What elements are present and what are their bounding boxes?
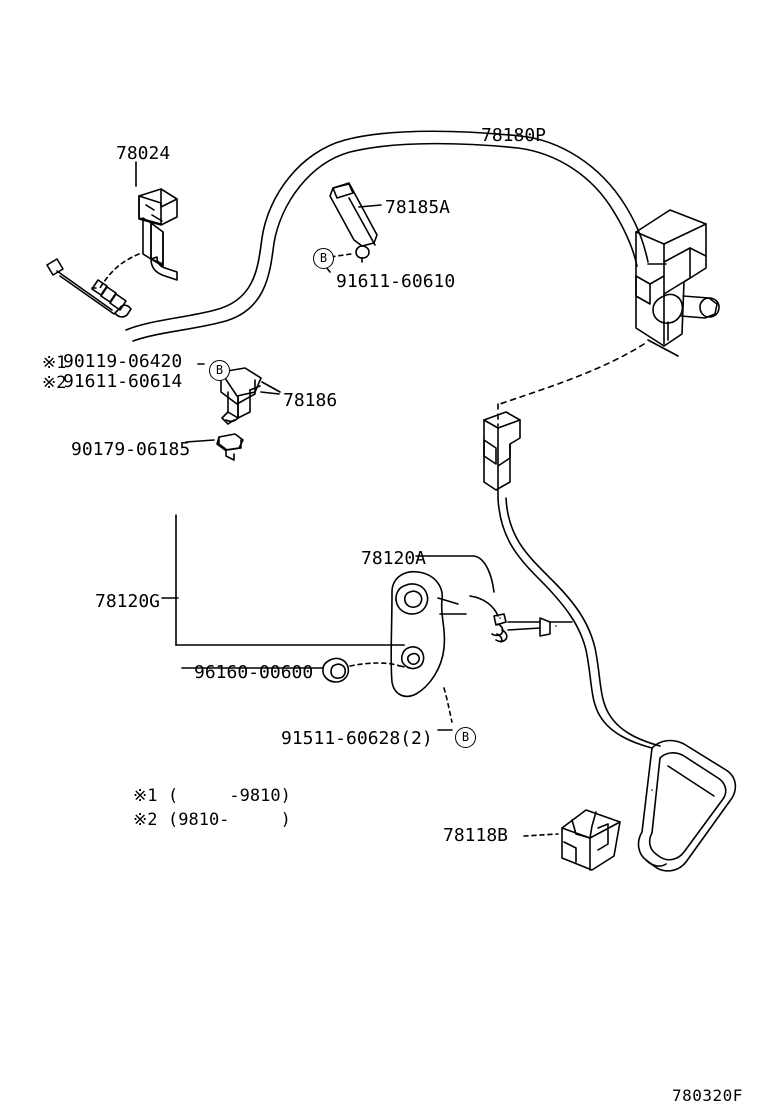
part-label-91511-60628: 91511-60628(2) <box>281 728 433 749</box>
bolt-marker-b-2: B <box>209 360 230 381</box>
part-label-78120G: 78120G <box>95 591 161 612</box>
marker-2: ※2 <box>42 373 67 393</box>
part-label-91611-60610: 91611-60610 <box>336 271 456 292</box>
part-label-90119-06420: 90119-06420 <box>63 351 183 372</box>
part-label-78118B: 78118B <box>443 825 509 846</box>
part-label-78180P: 78180P <box>481 125 547 146</box>
footnote-1-text: ( -9810) <box>168 786 291 806</box>
bolt-marker-b-3: B <box>455 727 476 748</box>
part-label-96160-00600: 96160-00600 <box>194 662 314 683</box>
part-label-78024: 78024 <box>116 143 171 164</box>
part-label-90179-06185: 90179-06185 <box>71 439 191 460</box>
marker-1: ※1 <box>42 353 67 373</box>
part-label-78186: 78186 <box>283 390 338 411</box>
part-label-78120A: 78120A <box>361 548 427 569</box>
figure-code: 780320F <box>672 1086 743 1105</box>
bolt-marker-b-1: B <box>313 248 334 269</box>
part-label-91611-60614: 91611-60614 <box>63 371 183 392</box>
part-label-78185A: 78185A <box>385 197 451 218</box>
footnote-2-text: (9810- ) <box>168 810 291 830</box>
footnote-2-marker: ※2 <box>133 810 158 830</box>
footnote-1-marker: ※1 <box>133 786 158 806</box>
